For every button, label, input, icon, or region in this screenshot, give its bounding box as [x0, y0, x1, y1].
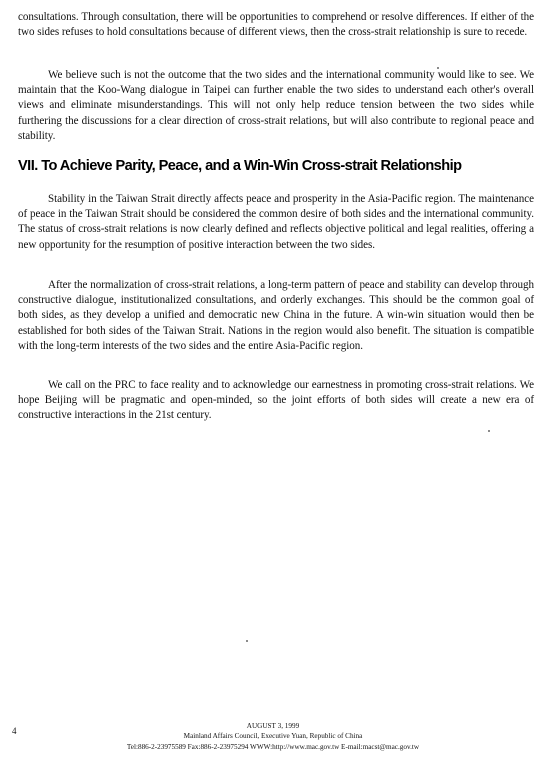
footer-contact: Tel:886-2-23975589 Fax:886-2-23975294 WWW:http://www.mac.gov.tw E-mail:macst@mac.gov.tw	[126, 743, 420, 751]
paragraph-consultations: consultations. Through consultation, there will be opportunities to comprehend or resolve differences. If either of the two sides refuses to hold consultations because of different views, then the cross-strait relationship is sure to recede.	[18, 11, 534, 39]
section-heading: VII. To Achieve Parity, Peace, and a Win-Win Cross-strait Relationship	[18, 158, 462, 174]
scan-speck	[488, 430, 490, 432]
paragraph-normalization: After the normalization of cross-strait relations, a long-term pattern of peace and stability can develop through constructive dialogue, institutionalized consultations, and orderly exchanges. This should be the common goal of both sides, as they develop a unified and democratic new China in the future. A win-win situation would then be established for both sides of the Taiwan Strait. Nations in the region would also benefit. The situation is compatible with the long-term interests of the two sides and the entire Asia-Pacific region.	[18, 279, 534, 352]
paragraph-call-on-prc: We call on the PRC to face reality and to acknowledge our earnestness in promoting cross-strait relations. We hope Beijing will be pragmatic and open-minded, so the joint efforts of both sides will create a new era of constructive interactions in the 21st century.	[18, 379, 534, 422]
paragraph-stability: Stability in the Taiwan Strait directly affects peace and prosperity in the Asia-Pacific region. The maintenance of peace in the Taiwan Strait should be considered the common desire of both sides and the international community. The status of cross-strait relations is now clearly defined and reflects objective political and legal realities, offering a new opportunity for the resumption of positive interaction between the two sides.	[18, 193, 534, 251]
page-number: 4	[12, 726, 17, 736]
paragraph-outcome: We believe such is not the outcome that the two sides and the international community would like to see. We maintain that the Koo-Wang dialogue in Taipei can further enable the two sides to understand each other's overall views and eliminate misunderstandings. This will not only help reduce tension between the two sides while furthering the discussions for a clear direction of cross-strait relations, but will also contribute to regional peace and stability.	[18, 69, 534, 142]
scan-speck	[437, 67, 439, 69]
scan-speck	[246, 640, 248, 642]
footer-organization: Mainland Affairs Council, Executive Yuan, Republic of China	[183, 732, 363, 740]
footer-date: AUGUST 3, 1999	[246, 722, 300, 730]
